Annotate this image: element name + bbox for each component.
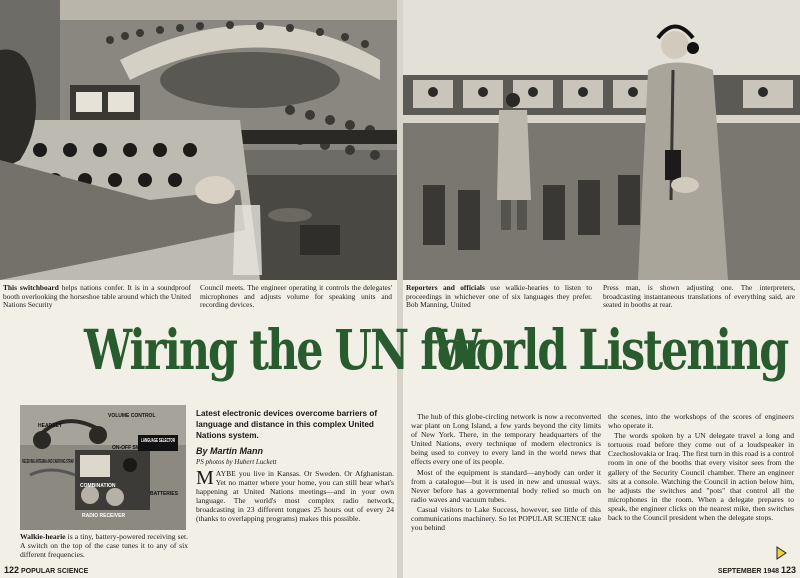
magazine-name: POPULAR SCIENCE [20,568,89,575]
body-paragraph: The words spoken by a UN delegate travel a long and tortuous road before they come out of a loudspeaker in Czechoslovakia or Iraq. The first turn in this road is a control room in one of the booths that every visitor sees from the gallery of the Security Council chamber. There an engineer sits at a console. Watching the Council in action below him, he adjusts the switches and "pots" that control all the microphones in the room. When a delegate prepares to speak, the engineer clicks on the nearest mike, then switches back to the Council president when the delegate stops. [608,431,794,523]
body-paragraph: AYBE you live in Kansas. Or Sweden. Or Afghanistan. Yet no matter where your home, you can still hear what's happening at United Nations meetings—and in your own language. The world's most complex radio network, broadcasting in 23 different tongues 25 hours out of every 24 (thanks to overlapping programs) makes this possible. [196,469,394,524]
right-body-col1 [411,412,601,533]
reporters-photo [403,0,800,280]
inset-label-antenna: RECEIVING ANTENNA AND CARRYING STRAP [22,459,75,465]
byline: By Martin Mann [196,446,264,456]
inset-label-headset: HEADSET [38,423,62,429]
walkie-hearie-caption [20,532,188,559]
inset-label-receiver: RADIO RECEIVER [82,513,126,519]
walkie-hearie-photo [20,405,186,530]
headline-left: Wiring the UN for [84,317,485,382]
inset-caption-text: is a tiny, battery-powered receiving set. A switch on the top of the case tunes it to any of six different frequencies. [20,532,188,559]
article-deck: Latest electronic devices overcome barriers of language and distance in this complex United Nations system. [196,409,378,440]
right-body-col2 [608,412,794,523]
left-body-text [196,469,394,524]
body-paragraph: The hub of this globe-circling network is now a reconverted war plant on Long Island, a few yards beyond the city limits of New York. There, in the temporary headquarters of the United Nations, every technique of modern electronics is being used to convey to every land in the world news that effects every one of its people. [411,412,601,467]
right-page [403,0,800,578]
body-paragraph: Casual visitors to Lake Success, however, see little of this communications machinery. So let POPULAR SCIENCE take you behind [411,504,601,533]
switchboard-caption-col1 [3,284,191,310]
reporters-caption-col1 [406,284,592,310]
body-paragraph: the scenes, into the workshops of the scores of engineers who operate it. [608,412,794,431]
issue-date: SEPTEMBER 1948 [717,568,780,575]
photo-credit: PS photos by Hubert Luckett [196,458,277,466]
caption-text: Press man, is shown adjusting one. The interpreters, broadcasting instantaneous translations of everything said, are seated in booths at rear. [603,283,795,310]
right-folio [718,565,796,575]
switchboard-photo [0,0,397,280]
headline-right: World Listening [433,317,788,382]
caption-text: helps nations confer. It is in a soundproof booth overlooking the horseshoe table around which the United Nations Security [3,283,192,310]
reporters-caption-col2 [603,284,795,310]
caption-text: use walkie-hearies to listen to proceedings in whichever one of six languages they prefer. Bob Manning, United [406,283,593,310]
caption-text: Council meets. The engineer operating it controls the delegates' microphones and adjusts volume for speaking units and recording devices. [200,283,392,310]
caption-lead: This switchboard [3,283,59,292]
inset-label-combination: COMBINATION [80,483,116,489]
body-paragraph: Most of the equipment is standard—anybody can order it from a catalogue—but it is used in new and unusual ways. Never before has a governmental body relied so much on radio waves and vacuum tubes. [411,467,601,504]
inset-label-language: LANGUAGE SELECTOR [141,438,176,444]
left-folio [4,565,88,575]
inset-label-batteries: BATTERIES [150,491,178,497]
inset-caption-lead: Walkie-hearie [20,532,66,541]
switchboard-caption-col2 [200,284,392,310]
inset-label-onoff: ON-OFF SWITCH [112,445,153,451]
page-number: 122 [4,565,20,575]
caption-lead: Reporters and officials [406,283,485,292]
drop-cap: M [196,467,214,489]
next-page-arrow-icon[interactable] [774,546,788,560]
page-number: 123 [780,565,796,575]
inset-label-volume: VOLUME CONTROL [108,413,156,419]
